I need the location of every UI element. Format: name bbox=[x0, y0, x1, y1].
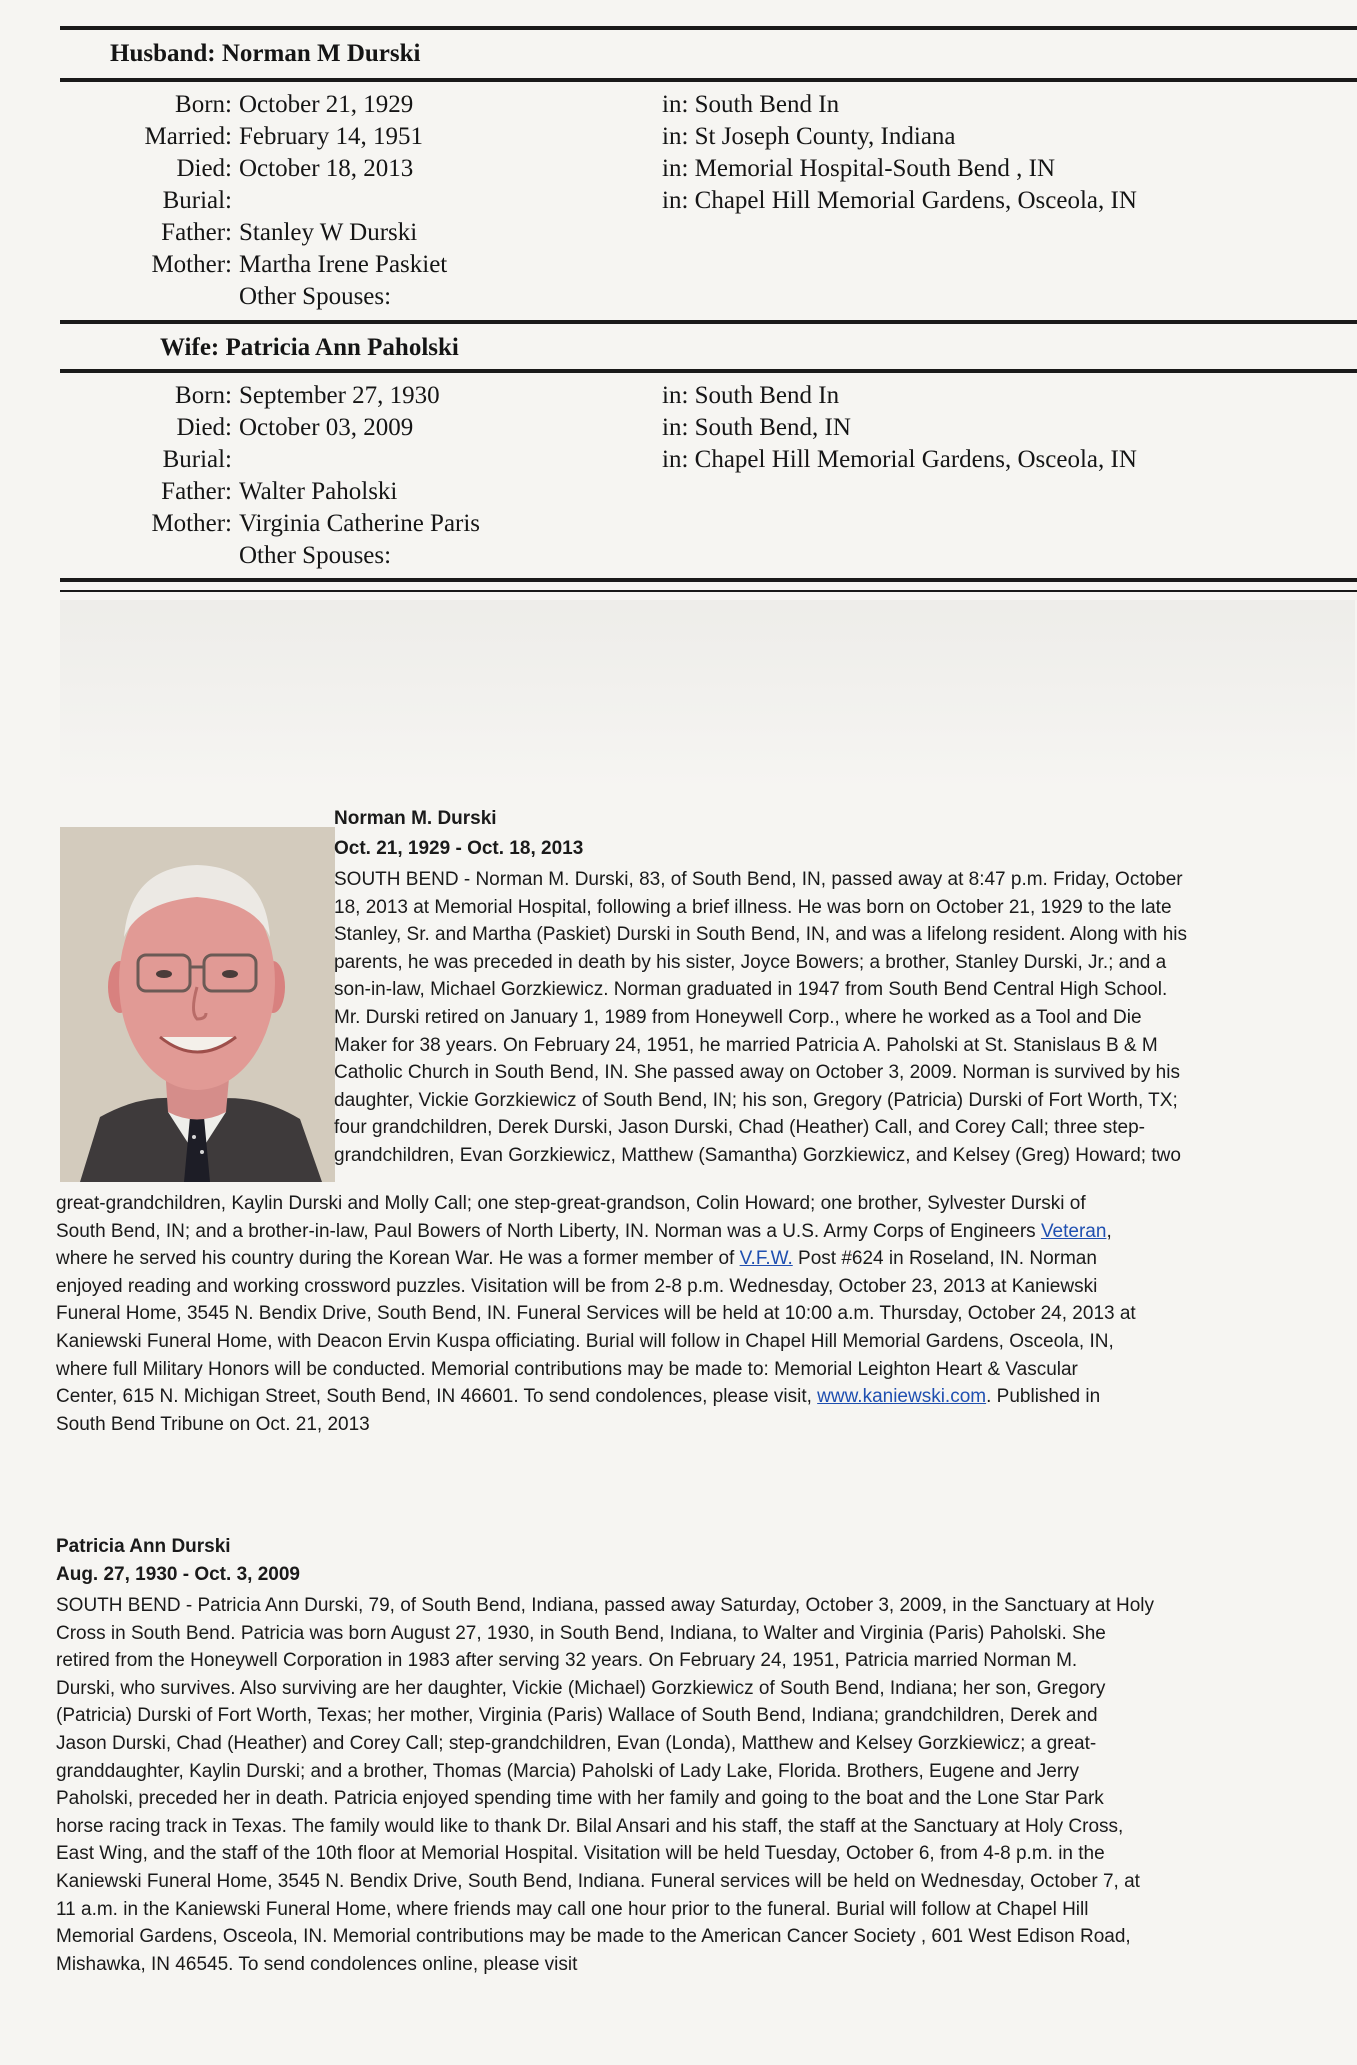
wife-burial-place: in: Chapel Hill Memorial Gardens, Osceola, IN bbox=[662, 446, 1137, 473]
bottom-rule-1 bbox=[60, 578, 1357, 582]
husband-married-place: in: St Joseph County, Indiana bbox=[662, 123, 956, 150]
wife-father-label: Father: bbox=[161, 478, 232, 505]
wife-header-label: Wife: bbox=[160, 334, 220, 361]
wife-top-rule bbox=[60, 320, 1357, 324]
obit1-line: SOUTH BEND - Norman M. Durski, 83, of South Bend, IN, passed away at 8:47 p.m. Friday, October bbox=[334, 869, 1183, 890]
obit2-line: (Patricia) Durski of Fort Worth, Texas; her mother, Virginia (Paris) Wallace of South Bend, Indiana; grandchildren, Derek and bbox=[56, 1705, 1098, 1727]
obit1-line: Kaniewski Funeral Home, with Deacon Ervin Kuspa officiating. Burial will follow in Chapel Hill Memorial Gardens, Osceola, IN, bbox=[56, 1330, 1114, 1352]
obit2-line: Mishawka, IN 46545. To send condolences online, please visit bbox=[56, 1953, 578, 1975]
obit2-line: Jason Durski, Chad (Heather) and Corey Call; step-grandchildren, Evan (Londa), Matthew and Kelsey Gorzkiewicz; a great- bbox=[56, 1732, 1097, 1754]
wife-burial-label: Burial: bbox=[162, 446, 232, 473]
kaniewski-link[interactable]: www.kaniewski.com bbox=[817, 1386, 987, 1408]
wife-died-label: Died: bbox=[176, 414, 232, 441]
obit1-line: grandchildren, Evan Gorzkiewicz, Matthew (Samantha) Gorzkiewicz, and Kelsey (Greg) Howard; two bbox=[334, 1144, 1181, 1166]
wife-header-rule bbox=[60, 369, 1357, 373]
obit1-line: son-in-law, Michael Gorzkiewicz. Norman graduated in 1947 from South Bend Central High School. bbox=[334, 979, 1168, 1001]
obit1-line: great-grandchildren, Kaylin Durski and Molly Call; one step-great-grandson, Colin Howard; one brother, Sylvester Durski of bbox=[56, 1193, 1086, 1214]
obit1-line: daughter, Vickie Gorzkiewicz of South Bend, IN; his son, Gregory (Patricia) Durski of Fort Worth, TX; bbox=[334, 1089, 1178, 1111]
husband-father-value: Stanley W Durski bbox=[239, 219, 418, 246]
wife-born-label: Born: bbox=[175, 382, 232, 409]
obit2-body bbox=[56, 1592, 1339, 1978]
husband-father-label: Father: bbox=[161, 219, 232, 246]
obit2-line: 11 a.m. in the Kaniewski Funeral Home, where friends may call one hour prior to the funeral. Burial will follow at Chapel Hill bbox=[56, 1898, 1089, 1920]
husband-born-value: October 21, 1929 bbox=[239, 91, 414, 118]
obit2-line: East Wing, and the staff of the 10th floor at Memorial Hospital. Visitation will be held Tuesday, October 6, from 4-8 p.m. in the bbox=[56, 1843, 1105, 1865]
obit1-line: parents, he was preceded in death by his sister, Joyce Bowers; a brother, Stanley Durski, Jr.; and a bbox=[334, 951, 1167, 973]
obit1-line: four grandchildren, Derek Durski, Jason Durski, Chad (Heather) Call, and Corey Call; three step- bbox=[334, 1117, 1146, 1139]
husband-header bbox=[110, 40, 420, 68]
vfw-link[interactable]: V.F.W. bbox=[739, 1248, 793, 1270]
obit2-line: retired from the Honeywell Corporation in 1983 after serving 32 years. On February 24, 1951, Patricia married Norman M. bbox=[56, 1650, 1078, 1672]
obit1-name: Norman M. Durski bbox=[334, 808, 497, 829]
obit1-line: Center, 615 N. Michigan Street, South Bend, IN 46601. To send condolences, please visit, www.kaniewski.com. Published in bbox=[56, 1386, 1101, 1408]
obit2-line: Kaniewski Funeral Home, 3545 N. Bendix Drive, South Bend, Indiana. Funeral services will be held on Wednesday, October 7, at bbox=[56, 1870, 1140, 1892]
husband-died-place: in: Memorial Hospital-South Bend , IN bbox=[662, 155, 1056, 182]
obit1-body-right bbox=[334, 866, 1339, 1170]
bottom-rule-2 bbox=[60, 590, 1357, 592]
portrait-photo bbox=[60, 827, 335, 1182]
portrait-illustration bbox=[60, 827, 335, 1182]
obit2-line: SOUTH BEND - Patricia Ann Durski, 79, of South Bend, Indiana, passed away Saturday, October 3, 2009, in the Sanctuary at Holy bbox=[56, 1595, 1154, 1616]
obit1-line: South Bend, IN; and a brother-in-law, Paul Bowers of North Liberty, IN. Norman was a U.S. Army Corps of Engineers Veteran, bbox=[56, 1220, 1112, 1242]
obit1-line: Funeral Home, 3545 N. Bendix Drive, South Bend, IN. Funeral Services will be held at 10:00 a.m. Thursday, October 24, 2013 at bbox=[56, 1303, 1136, 1325]
husband-born-label: Born: bbox=[175, 91, 232, 118]
obit2-line: granddaughter, Kaylin Durski; and a brother, Thomas (Marcia) Paholski of Lady Lake, Florida. Brothers, Eugene and Jerry bbox=[56, 1760, 1080, 1782]
top-rule bbox=[60, 26, 1357, 30]
husband-died-label: Died: bbox=[176, 155, 232, 182]
wife-mother-value: Virginia Catherine Paris bbox=[239, 510, 481, 537]
husband-header-label: Husband: bbox=[110, 40, 216, 67]
husband-died-value: October 18, 2013 bbox=[239, 155, 414, 182]
husband-burial-place: in: Chapel Hill Memorial Gardens, Osceola, IN bbox=[662, 187, 1137, 214]
husband-burial-label: Burial: bbox=[162, 187, 232, 214]
husband-mother-value: Martha Irene Paskiet bbox=[239, 251, 448, 278]
obit1-body-full bbox=[56, 1190, 1339, 1438]
wife-father-value: Walter Paholski bbox=[239, 478, 398, 505]
husband-header-rule bbox=[60, 78, 1357, 82]
obit1-line: Stanley, Sr. and Martha (Paskiet) Durski in South Bend, IN, and was a lifelong resident. Along with his bbox=[334, 924, 1187, 946]
obit1-line: Maker for 38 years. On February 24, 1951, he married Patricia A. Paholski at St. Stanislaus B & M bbox=[334, 1034, 1158, 1056]
wife-header bbox=[160, 334, 459, 362]
obit2-line: horse racing track in Texas. The family would like to thank Dr. Bilal Ansari and his staff, the staff at the Sanctuary at Holy Cross, bbox=[56, 1815, 1124, 1837]
wife-born-place: in: South Bend In bbox=[662, 382, 840, 409]
wife-died-value: October 03, 2009 bbox=[239, 414, 414, 441]
obit1-dates: Oct. 21, 1929 - Oct. 18, 2013 bbox=[334, 838, 584, 859]
husband-married-value: February 14, 1951 bbox=[239, 123, 423, 150]
wife-died-place: in: South Bend, IN bbox=[662, 414, 851, 441]
obit2-dates: Aug. 27, 1930 - Oct. 3, 2009 bbox=[56, 1564, 300, 1585]
obit1-line: enjoyed reading and working crossword puzzles. Visitation will be from 2-8 p.m. Wednesday, October 23, 2013 at Kaniewski bbox=[56, 1275, 1098, 1297]
obit1-line: Mr. Durski retired on January 1, 1989 from Honeywell Corp., where he worked as a Tool and Die bbox=[334, 1006, 1142, 1028]
obit1-line: Catholic Church in South Bend, IN. She passed away on October 3, 2009. Norman is survived by his bbox=[334, 1062, 1180, 1084]
obit2-line: Memorial Gardens, Osceola, IN. Memorial contributions may be made to the American Cancer Society , 601 West Edison Road, bbox=[56, 1926, 1131, 1948]
wife-mother-label: Mother: bbox=[151, 510, 232, 537]
wife-born-value: September 27, 1930 bbox=[239, 382, 440, 409]
husband-mother-label: Mother: bbox=[151, 251, 232, 278]
husband-other-spouses: Other Spouses: bbox=[239, 283, 392, 310]
wife-name: Patricia Ann Paholski bbox=[225, 334, 459, 361]
obit1-line: 18, 2013 at Memorial Hospital, following a brief illness. He was born on October 21, 1929 to the late bbox=[334, 896, 1172, 918]
obit2-name: Patricia Ann Durski bbox=[56, 1536, 231, 1557]
husband-born-place: in: South Bend In bbox=[662, 91, 840, 118]
husband-name: Norman M Durski bbox=[221, 40, 421, 67]
obit2-line: Cross in South Bend. Patricia was born August 27, 1930, in South Bend, Indiana, to Walter and Virginia (Paris) Paholski. She bbox=[56, 1622, 1106, 1644]
bleed-through-shadow bbox=[60, 600, 1355, 790]
wife-other-spouses: Other Spouses: bbox=[239, 542, 392, 569]
obit1-line: where he served his country during the Korean War. He was a former member of V.F.W. Post #624 in Roseland, IN. Norman bbox=[56, 1248, 1097, 1270]
husband-married-label: Married: bbox=[144, 123, 232, 150]
veteran-link[interactable]: Veteran bbox=[1040, 1220, 1107, 1242]
obit1-line: South Bend Tribune on Oct. 21, 2013 bbox=[56, 1413, 370, 1435]
obit1-line: where full Military Honors will be conducted. Memorial contributions may be made to: Memorial Leighton Heart & Vascular bbox=[56, 1358, 1078, 1380]
obit2-line: Durski, who survives. Also surviving are her daughter, Vickie (Michael) Gorzkiewicz of South Bend, Indiana; her son, Gregory bbox=[56, 1677, 1106, 1699]
obit2-line: Paholski, preceded her in death. Patricia enjoyed spending time with her family and going to the boat and the Lone Star Park bbox=[56, 1788, 1104, 1810]
